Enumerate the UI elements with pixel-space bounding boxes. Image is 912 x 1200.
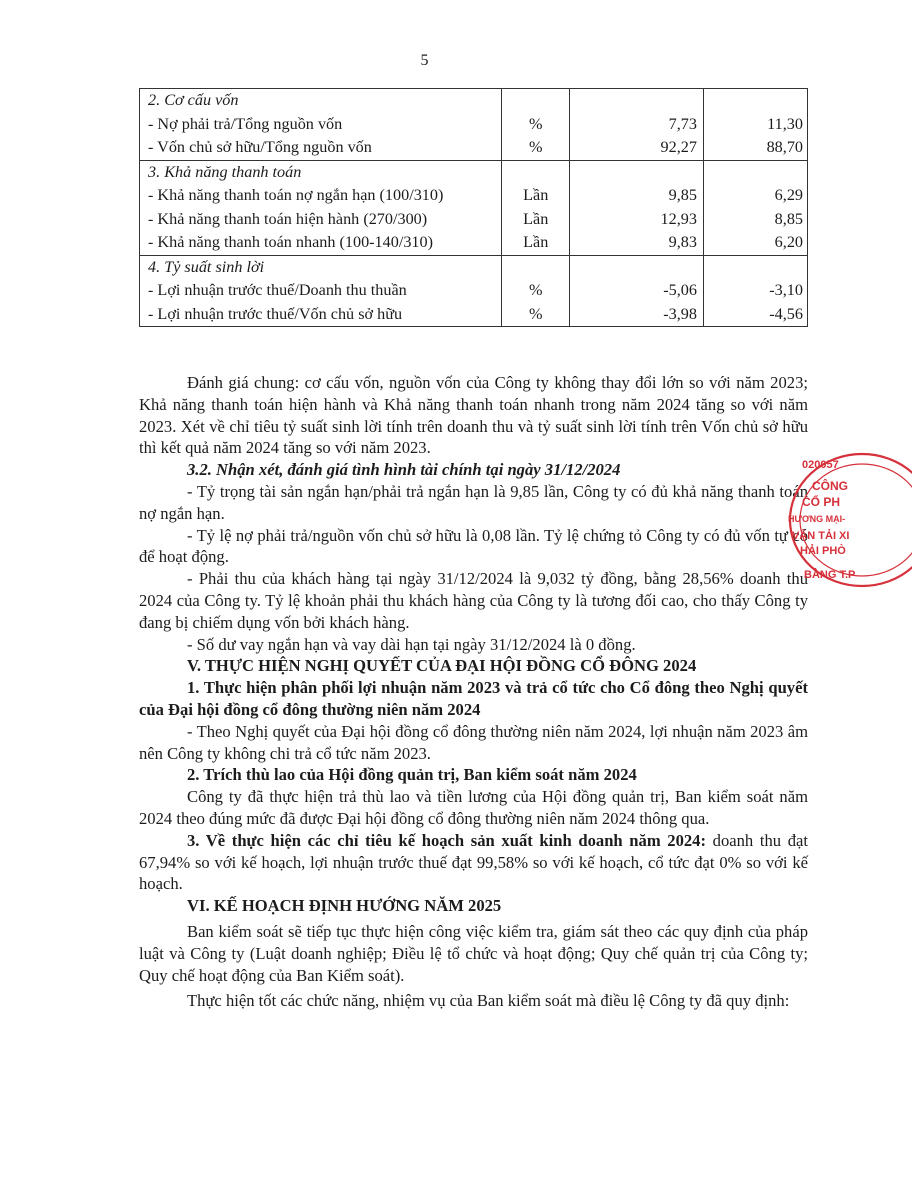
- row-value-curr: -3,10: [769, 281, 803, 299]
- row-value-curr: 6,20: [774, 233, 803, 251]
- section-heading-v: V. THỰC HIỆN NGHỊ QUYẾT CỦA ĐẠI HỘI ĐỒNG CỔ ĐÔNG 2024: [187, 656, 697, 676]
- stamp-text: VẬN TẢI XI: [792, 530, 850, 542]
- row-value-curr: 8,85: [774, 209, 803, 228]
- stamp-text: CÔNG: [812, 479, 848, 493]
- paragraph: Công ty đã thực hiện trả thù lao và tiền lương của Hội đồng quản trị, Ban kiểm soát năm 2024 theo đúng mức đã được Đại hội đồng cổ đông thường niên năm 2024 thông qua.: [139, 787, 808, 828]
- company-seal-stamp: [782, 448, 912, 598]
- row-value-curr: 6,29: [774, 186, 803, 204]
- stamp-text: HẢI PHÒ: [800, 545, 846, 557]
- row-label: - Khả năng thanh toán nhanh (100-140/310): [148, 233, 434, 251]
- paragraph: - Theo Nghị quyết của Đại hội đồng cổ đông thường niên năm 2024, lợi nhuận năm 2023 âm nên Công ty không chi trả cổ tức năm 2023.: [139, 721, 808, 763]
- row-value-curr: -4,56: [769, 304, 803, 323]
- row-label: - Nợ phải trả/Tổng nguồn vốn: [148, 114, 343, 133]
- paragraph: - Phải thu của khách hàng tại ngày 31/12/2024 là 9,032 tỷ đồng, bằng 28,56% doanh thu 2024 của Công ty. Tỷ lệ khoản phải thu khách hàng của Công ty là tương đối cao, cho thấy Công ty đang bị chiếm dụng vốn bởi khách hàng.: [139, 569, 808, 632]
- group-heading: 2. Cơ cấu vốn: [148, 91, 239, 109]
- page-number: 5: [420, 52, 429, 69]
- stamp-text: HƯƠNG MẠI-: [788, 514, 846, 524]
- row-label: - Khả năng thanh toán nợ ngắn hạn (100/310): [148, 186, 444, 204]
- row-unit: %: [529, 138, 543, 156]
- financial-ratio-table: [139, 88, 808, 327]
- group-heading: 4. Tỷ suất sinh lời: [148, 257, 265, 276]
- row-value-prev: 92,27: [660, 138, 697, 156]
- table-row-group-profitability: [140, 255, 808, 327]
- paragraph: Thực hiện tốt các chức năng, nhiệm vụ của Ban kiểm soát mà điều lệ Công ty đã quy định:: [187, 991, 790, 1011]
- row-label: - Vốn chủ sở hữu/Tổng nguồn vốn: [148, 138, 372, 156]
- row-value-curr: 11,30: [767, 114, 803, 133]
- paragraph: - Số dư vay ngắn hạn và vay dài hạn tại ngày 31/12/2024 là 0 đồng.: [187, 634, 636, 654]
- general-assessment-paragraph: Đánh giá chung: cơ cấu vốn, nguồn vốn của Công ty không thay đổi lớn so với năm 2023; Khả năng thanh toán hiện hành và Khả năng thanh toán nhanh trong năm 2024 tăng so với năm 2023. Xét về chỉ tiêu tỷ suất sinh lời tính trên doanh thu và tỷ suất sinh lời tính trên Vốn chủ sở hữu thì kết quả năm 2024 tăng so với năm 2023.: [139, 373, 808, 458]
- subsection-heading-v3: 3. Về thực hiện các chỉ tiêu kế hoạch sản xuất kinh doanh năm 2024:: [187, 830, 707, 850]
- row-value-curr: 88,70: [766, 138, 803, 156]
- row-value-prev: 12,93: [660, 209, 697, 228]
- table-row-group-solvency: [140, 160, 808, 255]
- row-value-prev: -5,06: [663, 281, 697, 299]
- section-heading-3-2: 3.2. Nhận xét, đánh giá tình hình tài chính tại ngày 31/12/2024: [187, 460, 621, 480]
- paragraph-v3: [139, 830, 808, 895]
- paragraph: - Tỷ lệ nợ phải trả/nguồn vốn chủ sở hữu là 0,08 lần. Tỷ lệ chứng tỏ Công ty có đủ vốn tự có để hoạt động.: [139, 525, 808, 567]
- table-row-group-capital-structure: [140, 89, 808, 161]
- subsection-heading-v1: 1. Thực hiện phân phối lợi nhuận năm 2023 và trả cổ tức cho Cổ đông theo Nghị quyết của Đại hội đồng cổ đông thường niên năm 2024: [139, 678, 808, 719]
- stamp-text: BÀNG T.P: [804, 569, 856, 581]
- row-label: - Lợi nhuận trước thuế/Vốn chủ sở hữu: [148, 304, 403, 323]
- row-unit: %: [529, 281, 543, 299]
- row-value-prev: 9,83: [668, 233, 697, 251]
- subsection-heading-v2: 2. Trích thù lao của Hội đồng quản trị, Ban kiểm soát năm 2024: [187, 765, 637, 785]
- row-unit: Lần: [523, 186, 549, 204]
- row-value-prev: 7,73: [668, 114, 697, 133]
- row-unit: Lần: [523, 209, 549, 228]
- stamp-text: CỔ PH: [802, 495, 841, 509]
- paragraph: Ban kiểm soát sẽ tiếp tục thực hiện công việc kiểm tra, giám sát theo các quy định của pháp luật và Công ty (Luật doanh nghiệp; Điều lệ tổ chức và hoạt động; Quy chế quản trị của Công ty; Quy chế hoạt động của Ban Kiểm soát).: [139, 921, 808, 985]
- paragraph-v3-text: doanh thu đạt 67,94% so với kế hoạch, lợi nhuận trước thuế đạt 99,58% so với kế hoạch, cổ tức đạt 0% so với kế hoạch.: [139, 830, 808, 894]
- row-label: - Khả năng thanh toán hiện hành (270/300): [148, 209, 428, 228]
- section-heading-vi: VI. KẾ HOẠCH ĐỊNH HƯỚNG NĂM 2025: [187, 896, 502, 916]
- paragraph: - Tỷ trọng tài sản ngắn hạn/phải trả ngắn hạn là 9,85 lần, Công ty có đủ khả năng thanh toán nợ ngắn hạn.: [139, 481, 808, 523]
- row-unit: %: [529, 304, 543, 323]
- row-unit: %: [529, 114, 543, 133]
- row-label: - Lợi nhuận trước thuế/Doanh thu thuần: [148, 281, 407, 299]
- row-value-prev: 9,85: [668, 186, 697, 204]
- stamp-text: 020057: [802, 459, 839, 471]
- row-value-prev: -3,98: [663, 304, 697, 323]
- document-body: [139, 372, 808, 1012]
- group-heading: 3. Khả năng thanh toán: [148, 162, 302, 181]
- row-unit: Lần: [523, 233, 549, 251]
